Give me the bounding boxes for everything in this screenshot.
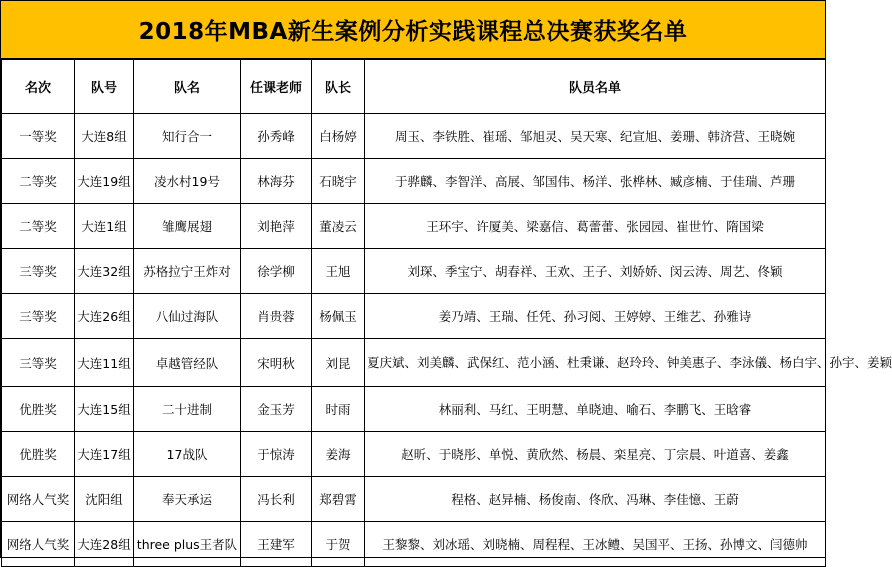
team-name-cell: 卓越管经队 — [134, 339, 241, 387]
table-row — [2, 522, 826, 567]
members-cell: 王黎黎、刘冰瑶、刘晓楠、周程程、王冰鳢、吴国平、王扬、孙博文、闫德帅 — [365, 522, 826, 567]
members-cell: 周玉、李铁胜、崔瑶、邹旭灵、吴天寒、纪宣旭、姜珊、韩济营、王晓婉 — [365, 114, 826, 159]
captain-cell: 白杨婷 — [312, 114, 365, 159]
captain-cell: 于贺 — [312, 522, 365, 567]
table-row — [2, 387, 826, 432]
table-row — [2, 204, 826, 249]
rank-cell: 网络人气奖 — [2, 477, 75, 522]
members-cell: 刘琛、季宝宁、胡春祥、王欢、王子、刘娇娇、闵云涛、周艺、佟颖 — [365, 249, 826, 294]
sheet-title: 2018年MBA新生案例分析实践课程总决赛获奖名单 — [1, 1, 825, 59]
header-captain: 队长 — [312, 60, 365, 114]
captain-cell: 郑碧霄 — [312, 477, 365, 522]
rank-cell: 二等奖 — [2, 159, 75, 204]
teacher-cell: 冯长利 — [241, 477, 312, 522]
members-cell: 于骅麟、李智洋、高展、邹国伟、杨洋、张桦林、臧彦楠、于佳瑞、芦珊 — [365, 159, 826, 204]
teacher-cell: 于惊涛 — [241, 432, 312, 477]
team-no-cell: 大连1组 — [75, 204, 134, 249]
header-row — [2, 60, 826, 114]
rank-cell: 二等奖 — [2, 204, 75, 249]
teacher-cell: 孙秀峰 — [241, 114, 312, 159]
team-no-cell: 大连26组 — [75, 294, 134, 339]
header-rank: 名次 — [2, 60, 75, 114]
team-name-cell: 二十进制 — [134, 387, 241, 432]
team-name-cell: 凌水村19号 — [134, 159, 241, 204]
team-name-cell: 17战队 — [134, 432, 241, 477]
teacher-cell: 徐学柳 — [241, 249, 312, 294]
captain-cell: 王旭 — [312, 249, 365, 294]
team-no-cell: 大连32组 — [75, 249, 134, 294]
rank-cell: 优胜奖 — [2, 432, 75, 477]
team-no-cell: 沈阳组 — [75, 477, 134, 522]
team-name-cell: 奉天承运 — [134, 477, 241, 522]
rank-cell: 网络人气奖 — [2, 522, 75, 567]
team-name-cell: 苏格拉宁王炸对 — [134, 249, 241, 294]
teacher-cell: 王建军 — [241, 522, 312, 567]
rank-cell: 三等奖 — [2, 339, 75, 387]
captain-cell: 刘昆 — [312, 339, 365, 387]
table-row — [2, 249, 826, 294]
teacher-cell: 肖贵蓉 — [241, 294, 312, 339]
rank-cell: 优胜奖 — [2, 387, 75, 432]
team-name-cell: 知行合一 — [134, 114, 241, 159]
team-no-cell: 大连17组 — [75, 432, 134, 477]
team-no-cell: 大连28组 — [75, 522, 134, 567]
table-row — [2, 339, 826, 387]
team-no-cell: 大连19组 — [75, 159, 134, 204]
members-cell: 赵昕、于晓彤、单悦、黄欣然、杨晨、栾星亮、丁宗晨、叶道喜、姜鑫 — [365, 432, 826, 477]
captain-cell: 时雨 — [312, 387, 365, 432]
captain-cell: 杨佩玉 — [312, 294, 365, 339]
table-row — [2, 432, 826, 477]
table-row — [2, 477, 826, 522]
rank-cell: 一等奖 — [2, 114, 75, 159]
table-row — [2, 114, 826, 159]
team-name-cell: three plus王者队 — [134, 522, 241, 567]
rank-cell: 三等奖 — [2, 249, 75, 294]
members-cell: 夏庆斌、刘美麟、武保红、范小涵、杜秉谦、赵玲玲、钟美惠子、李泳儀、杨白宇、孙宇、姜颖 — [365, 339, 826, 387]
header-members: 队员名单 — [365, 60, 826, 114]
teacher-cell: 宋明秋 — [241, 339, 312, 387]
header-teacher: 任课老师 — [241, 60, 312, 114]
teacher-cell: 林海芬 — [241, 159, 312, 204]
awards-table — [1, 59, 892, 567]
team-name-cell: 雏鹰展翅 — [134, 204, 241, 249]
captain-cell: 姜海 — [312, 432, 365, 477]
members-cell: 程格、赵异楠、杨俊南、佟欣、冯琳、李佳憶、王蔚 — [365, 477, 826, 522]
rank-cell: 三等奖 — [2, 294, 75, 339]
members-cell: 林丽利、马红、王明慧、单晓迪、喻石、李鹏飞、王晗睿 — [365, 387, 826, 432]
team-no-cell: 大连15组 — [75, 387, 134, 432]
members-cell: 王环宇、许厦美、梁嘉信、葛蕾蕾、张园园、崔世竹、隋国梁 — [365, 204, 826, 249]
team-no-cell: 大连8组 — [75, 114, 134, 159]
teacher-cell: 金玉芳 — [241, 387, 312, 432]
header-team-name: 队名 — [134, 60, 241, 114]
team-no-cell: 大连11组 — [75, 339, 134, 387]
captain-cell: 石晓宇 — [312, 159, 365, 204]
table-row — [2, 294, 826, 339]
header-team-no: 队号 — [75, 60, 134, 114]
teacher-cell: 刘艳萍 — [241, 204, 312, 249]
members-cell: 姜乃靖、王瑞、任凭、孙习阅、王婷婷、王维艺、孙雅诗 — [365, 294, 826, 339]
team-name-cell: 八仙过海队 — [134, 294, 241, 339]
table-row — [2, 159, 826, 204]
captain-cell: 董凌云 — [312, 204, 365, 249]
